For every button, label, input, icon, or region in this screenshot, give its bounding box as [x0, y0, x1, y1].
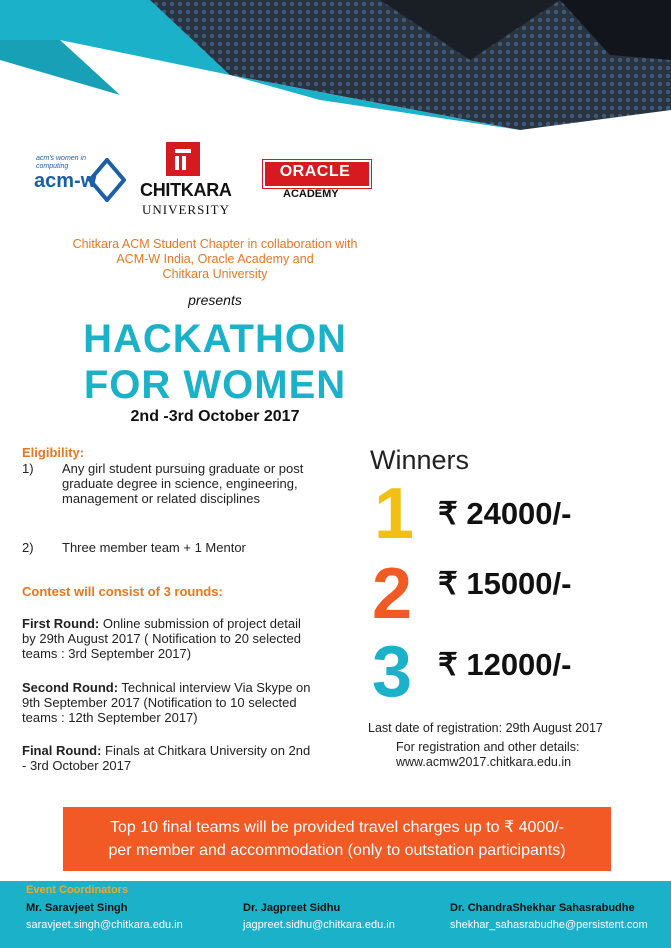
banner-line-1: Top 10 final teams will be provided travel charges up to ₹ 4000/-	[110, 819, 564, 836]
coordinators-heading: Event Coordinators	[26, 884, 129, 896]
coordinator-1-name: Mr. Saravjeet Singh	[26, 902, 128, 914]
travel-banner-text	[63, 816, 611, 862]
eligibility-heading: Eligibility:	[22, 445, 85, 460]
round-final-label: Final Round:	[22, 743, 102, 758]
round-final	[22, 743, 314, 773]
event-title	[40, 316, 390, 408]
eligibility-item-2: Three member team + 1 Mentor	[62, 540, 246, 555]
eligibility-item-1-num: 1)	[22, 461, 34, 476]
banner-line-2: per member and accommodation (only to outstation participants)	[108, 842, 566, 859]
registration-link[interactable]: www.acmw2017.chitkara.edu.in	[396, 755, 572, 769]
chitkara-logo-name: CHITKARA	[140, 180, 232, 200]
collaboration-text	[20, 237, 410, 282]
round-second-text: Technical interview Via Skype on 9th September 2017 (Notification to 10 selected teams : 12th September 2017)	[22, 680, 311, 725]
eligibility-item-1: Any girl student pursuing graduate or post graduate degree in science, engineering, management or related disciplines	[62, 461, 304, 506]
registration-details: For registration and other details:	[396, 740, 580, 754]
prize-1: ₹ 24000/-	[438, 496, 572, 531]
collab-line-1: Chitkara ACM Student Chapter in collaboration with	[72, 237, 358, 251]
oracle-logo-text: ORACLE	[279, 163, 351, 180]
last-date-registration: Last date of registration: 29th August 2017	[368, 721, 603, 735]
round-first-label: First Round:	[22, 616, 100, 631]
winners-heading: Winners	[370, 445, 470, 475]
coordinator-1-email[interactable]: saravjeet.singh@chitkara.edu.in	[26, 919, 183, 931]
round-first	[22, 616, 314, 661]
coordinator-3-name: Dr. ChandraShekhar Sahasrabudhe	[450, 902, 635, 914]
header-decoration	[0, 0, 671, 130]
acmw-tagline: acm's women in computing	[36, 155, 86, 170]
oracle-academy-text: ACADEMY	[283, 188, 339, 200]
collab-line-2: ACM-W India, Oracle Academy and	[116, 252, 314, 266]
contest-heading: Contest will consist of 3 rounds:	[22, 584, 223, 599]
prize-3: ₹ 12000/-	[438, 647, 572, 682]
rank-2: 2	[372, 554, 413, 634]
rank-1: 1	[374, 474, 415, 554]
acmw-diamond-icon	[88, 158, 126, 202]
chitkara-logo-icon	[166, 142, 200, 176]
acmw-logo-text: acm-w	[34, 170, 97, 192]
coordinator-2-email[interactable]: jagpreet.sidhu@chitkara.edu.in	[243, 919, 395, 931]
event-title-line-2: FOR WOMEN	[83, 363, 347, 407]
round-final-text: Finals at Chitkara University on 2nd - 3rd October 2017	[22, 743, 311, 773]
round-second-label: Second Round:	[22, 680, 119, 695]
collab-line-3: Chitkara University	[162, 267, 268, 281]
prize-2: ₹ 15000/-	[438, 566, 572, 601]
event-dates: 2nd -3rd October 2017	[130, 408, 300, 425]
round-second	[22, 680, 314, 725]
chitkara-logo-university: UNIVERSITY	[142, 202, 230, 217]
event-title-line-1: HACKATHON	[83, 317, 347, 361]
round-first-text: Online submission of project detail by 29th August 2017 ( Notification to 20 selected teams : 3rd September 2017)	[22, 616, 301, 661]
rank-3: 3	[372, 632, 413, 712]
eligibility-item-2-num: 2)	[22, 540, 34, 555]
coordinator-3-email[interactable]: shekhar_sahasrabudhe@persistent.com	[450, 919, 648, 931]
presents-text: presents	[188, 292, 242, 308]
coordinator-2-name: Dr. Jagpreet Sidhu	[243, 902, 341, 914]
